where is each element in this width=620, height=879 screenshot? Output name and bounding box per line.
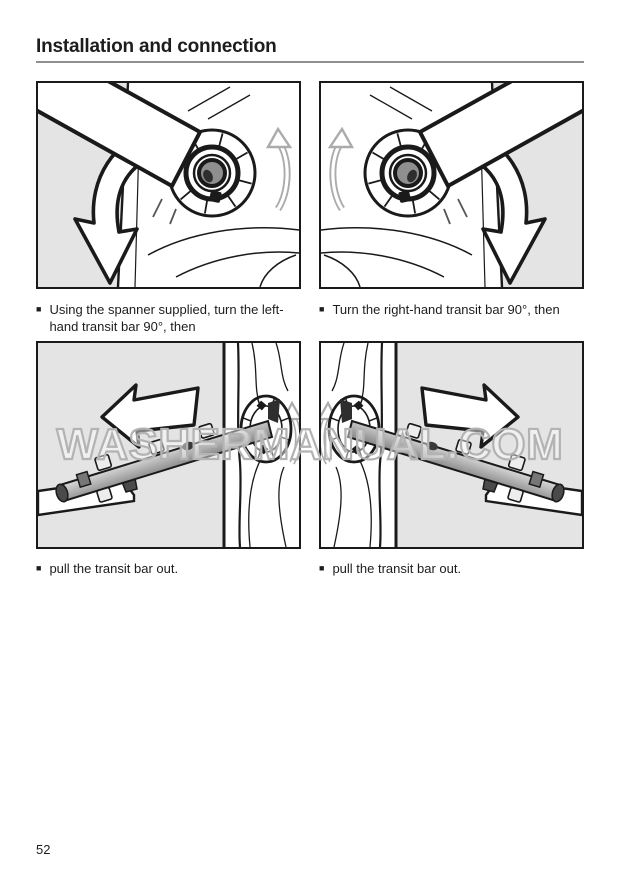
page-number: 52 bbox=[36, 842, 51, 857]
figure-pull-right-transit-bar bbox=[319, 341, 584, 549]
pull-right-illustration bbox=[321, 343, 582, 547]
bullet-icon: ■ bbox=[319, 563, 325, 573]
caption-pull-right bbox=[319, 560, 585, 577]
figure-turn-right-transit-bar bbox=[319, 81, 584, 289]
caption-text: Using the spanner supplied, turn the left-hand transit bar 90°, then bbox=[49, 302, 284, 334]
pull-left-illustration bbox=[38, 343, 299, 547]
caption-turn-right bbox=[319, 301, 585, 318]
turn-right-illustration bbox=[321, 83, 582, 287]
caption-text: Turn the right-hand transit bar 90°, then bbox=[332, 302, 560, 317]
caption-text: pull the transit bar out. bbox=[49, 561, 179, 576]
figure-pull-left-transit-bar bbox=[36, 341, 301, 549]
caption-text: pull the transit bar out. bbox=[332, 561, 462, 576]
bullet-icon: ■ bbox=[36, 304, 42, 314]
title-divider bbox=[36, 61, 584, 63]
figure-turn-left-transit-bar bbox=[36, 81, 301, 289]
page-title: Installation and connection bbox=[36, 36, 277, 57]
bullet-icon: ■ bbox=[319, 304, 325, 314]
bullet-icon: ■ bbox=[36, 563, 42, 573]
turn-left-illustration bbox=[38, 83, 299, 287]
caption-turn-left bbox=[36, 301, 304, 335]
watermark: WASHERMANUAL.COM bbox=[56, 420, 564, 469]
caption-pull-left bbox=[36, 560, 304, 577]
